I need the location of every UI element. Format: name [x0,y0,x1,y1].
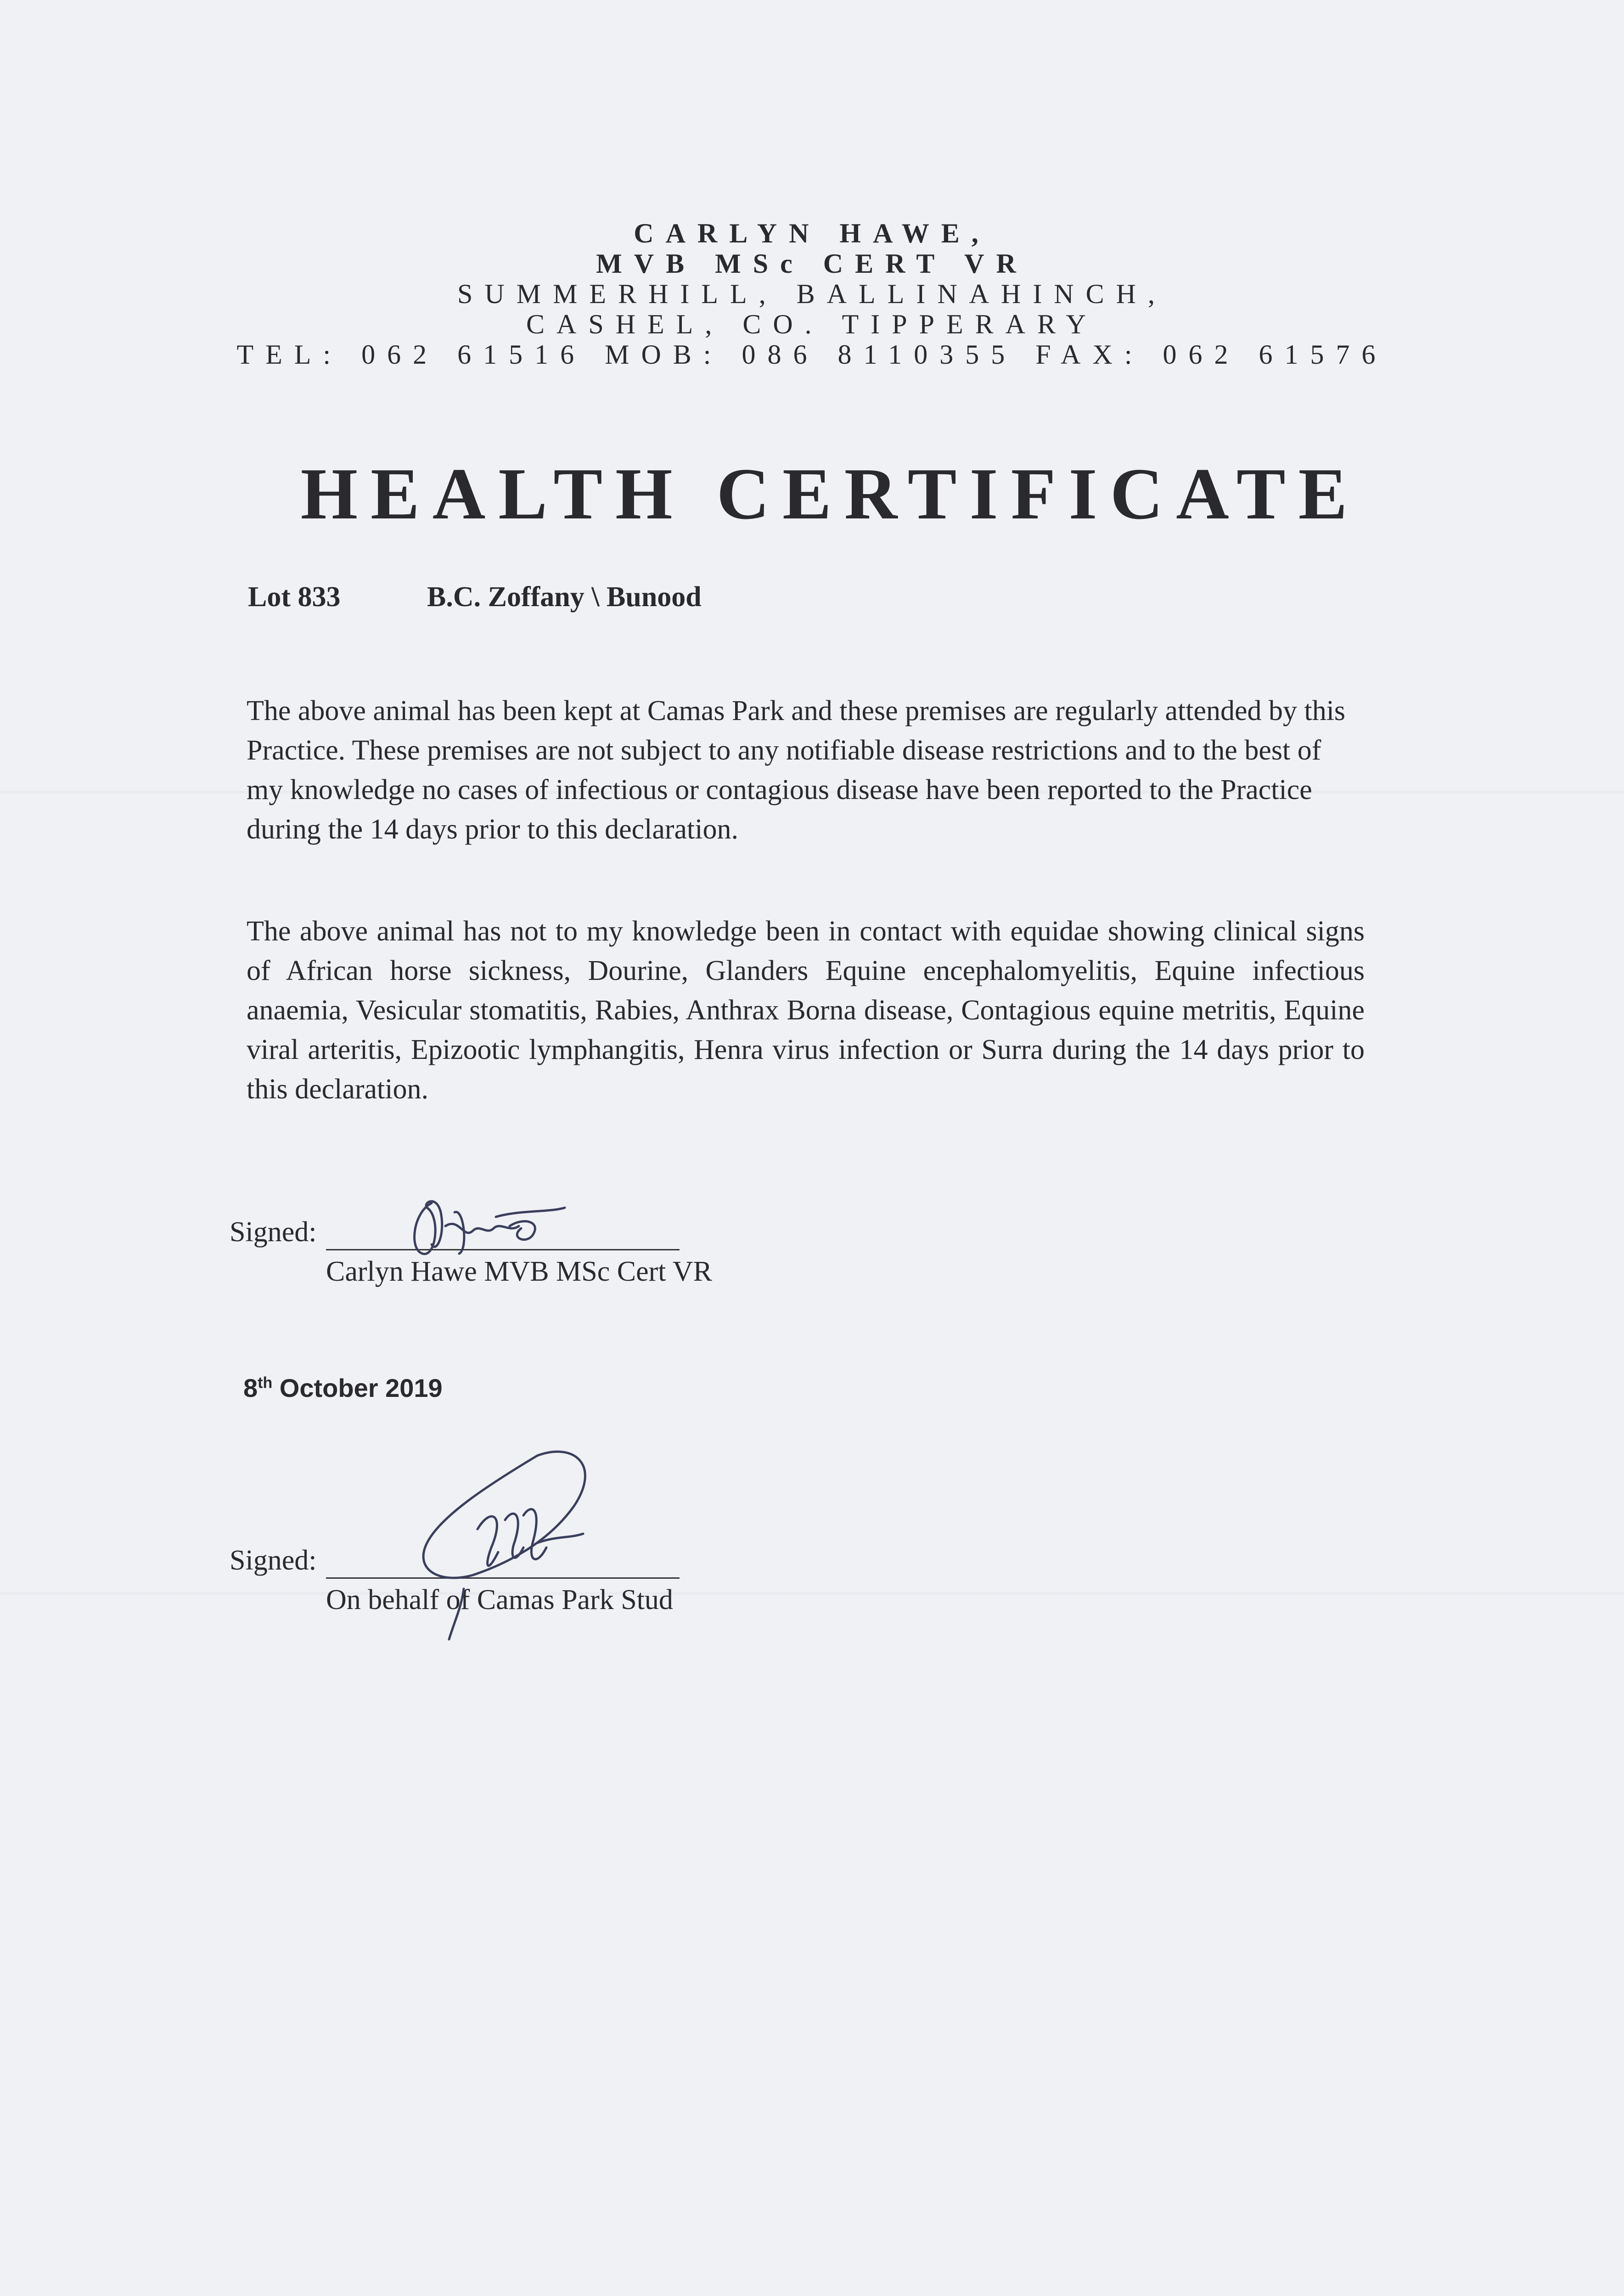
date-suffix: th [258,1374,273,1392]
vet-signature-graphic [404,1185,579,1281]
lot-number: Lot 833 [248,581,341,613]
scan-fold-line [0,1591,1624,1596]
signatory-name: On behalf of Camas Park Stud [326,1584,673,1615]
vet-qualifications: MVB MSc CERT VR [596,248,1028,279]
declaration-date [243,1373,443,1403]
signed-label: Signed: [230,1545,317,1576]
address-line-2: CASHEL, CO. TIPPERARY [526,309,1098,339]
date-day: 8 [243,1373,258,1402]
lot-description: B.C. Zoffany \ Bunood [427,581,702,613]
vet-signature-block [230,1212,712,1287]
vet-name: CARLYN HAWE, [634,218,990,248]
signatory-name: Carlyn Hawe MVB MSc Cert VR [326,1256,712,1287]
contact-line: TEL: 062 61516 MOB: 086 8110355 FAX: 062 61576 [236,339,1388,370]
stud-signature-block [230,1541,673,1615]
document-title: HEALTH CERTIFICATE [300,453,1360,535]
stud-signature-graphic [399,1437,611,1649]
contact-declaration-paragraph: The above animal has not to my knowledge been in contact with equidae showing clinical signs of African horse sickness, Dourine, Glanders Equine encephalomyelitis, Equine infectious anaemia, Vesicular stomatitis, Rabies, Anthrax Borna disease, Contagious equine metritis, Equine viral arteritis, Epizootic lymphangitis, Henra virus infection or Surra during the 14 days prior to this declaration. [247,916,1365,1105]
address-line-1: SUMMERHILL, BALLINAHINCH, [457,279,1167,309]
premises-paragraph: The above animal has been kept at Camas Park and these premises are regularly attended by this Practice. These premises are not subject to any notifiable disease restrictions and to the best of my knowledge no cases of infectious or contagious disease have been reported to the Practice during the 14 days prior to this declaration. [247,695,1346,845]
letterhead [0,218,1624,370]
signed-label: Signed: [230,1216,317,1248]
lot-line [248,581,702,613]
date-month-year: October 2019 [272,1373,443,1402]
